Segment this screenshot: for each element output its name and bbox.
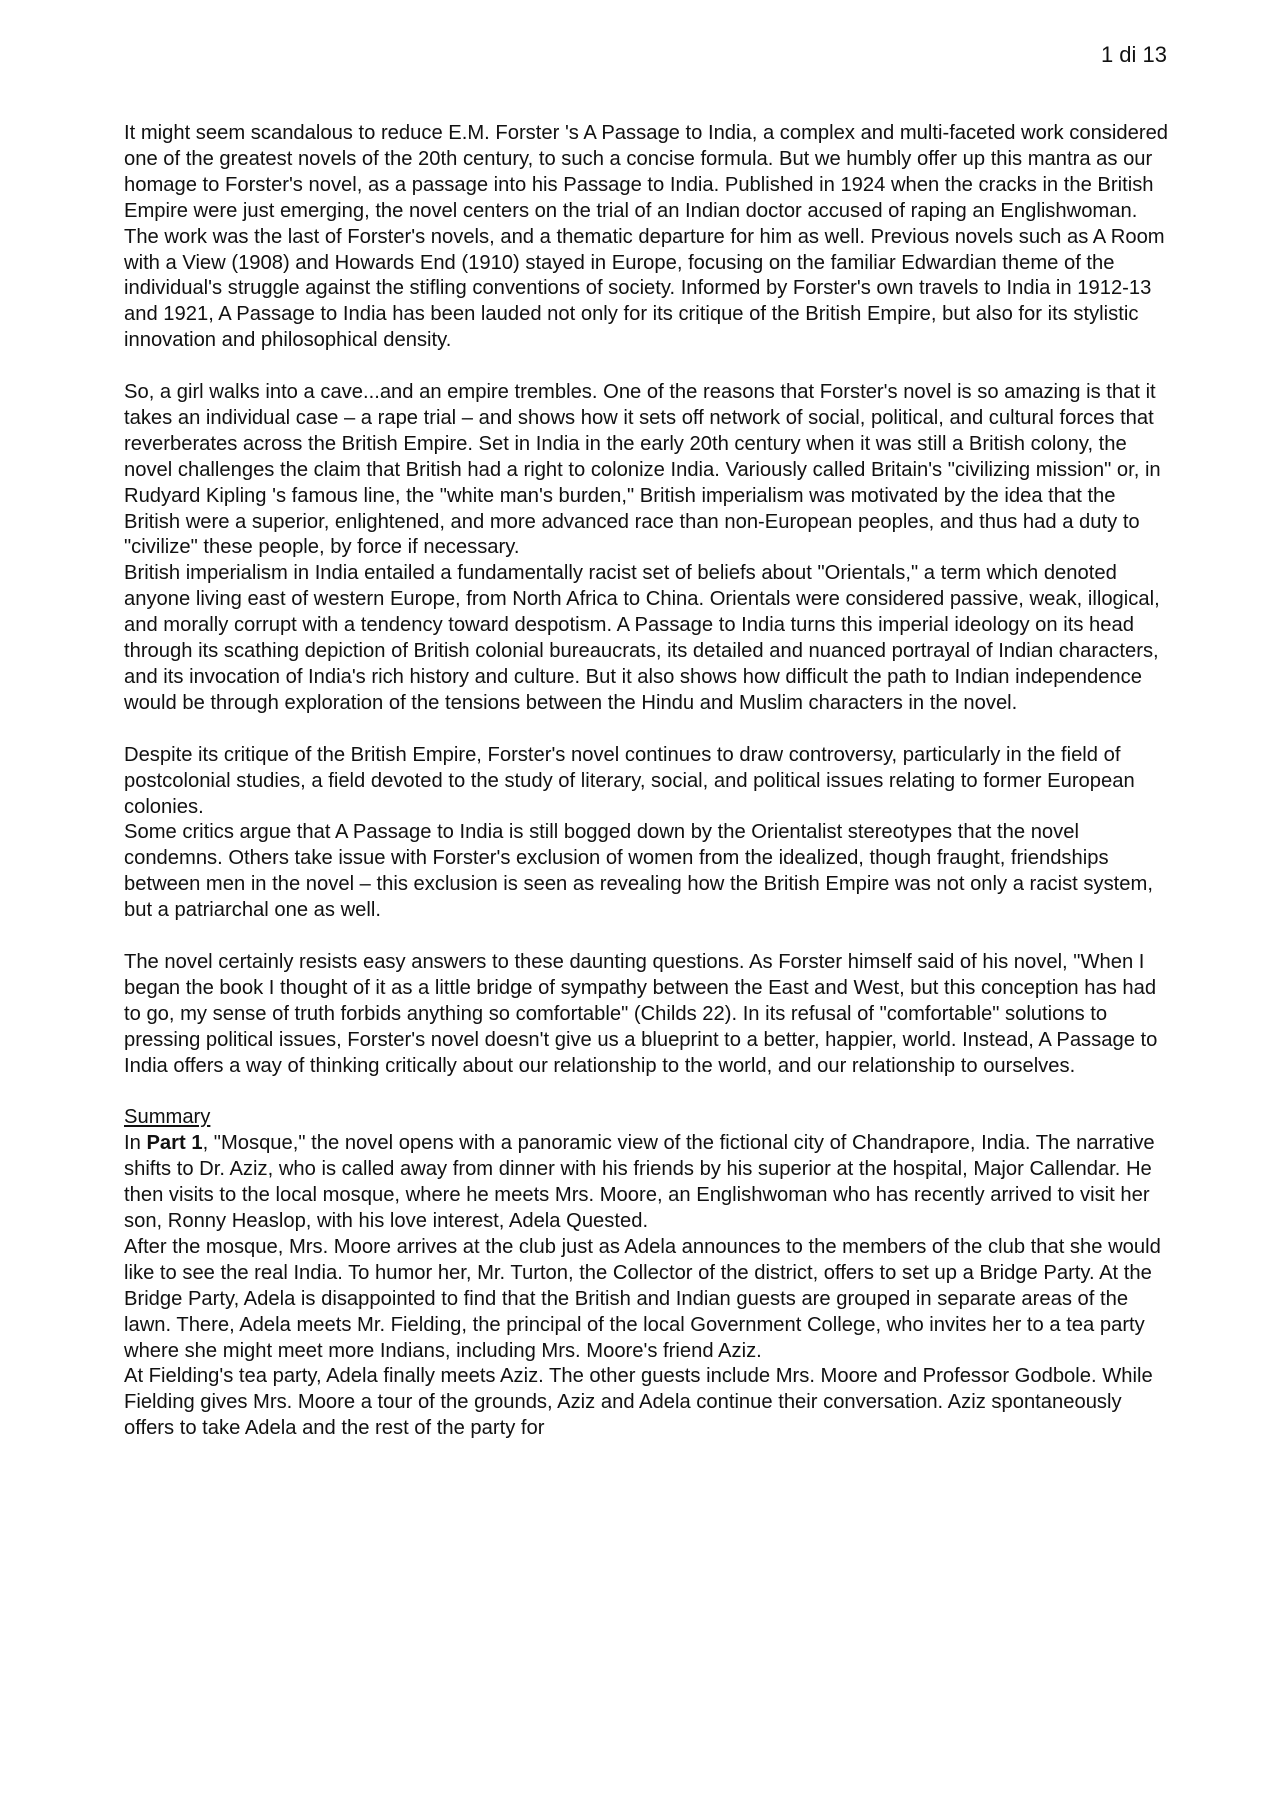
summary-paragraph-2: After the mosque, Mrs. Moore arrives at the club just as Adela announces to the members of the club that she would like to see the real India. To humor her, Mr. Turton, the Collector of the district, offers to set up a Bridge Party. At the Bridge Party, Adela is disappointed to find that the British and Indian guests are grouped in separate areas of the lawn. There, Adela meets Mr. Fielding, the principal of the local Government College, who invites her to a tea party where she might meet more Indians, including Mrs. Moore's friend Aziz. (124, 1235, 1161, 1362)
summary-heading: Summary (124, 1106, 211, 1129)
part-label: Part 1 (146, 1132, 203, 1155)
paragraph-gap (124, 354, 1176, 380)
intro-paragraph-6: The novel certainly resists easy answers to these daunting questions. As Forster himself said of his novel, "When I began the book I thought of it as a little bridge of sympathy between the East and West, but this conception has had to go, my sense of truth forbids anything so comfortable" (Childs 22). In its refusal of "comfortable" solutions to pressing political issues, Forster's novel doesn't give us a blueprint to a better, happier, world. Instead, A Passage to India offers a way of thinking critically about our relationship to the world, and our relationship to ourselves. (124, 950, 1158, 1077)
paragraph-gap (124, 924, 1176, 950)
page-number: 1 di 13 (1100, 42, 1167, 67)
paragraph-gap (124, 1079, 1176, 1105)
intro-paragraph-4: Despite its critique of the British Empire, Forster's novel continues to draw controversy, particularly in the field of postcolonial studies, a field devoted to the study of literary, social, and political issues relating to former European colonies. (124, 743, 1135, 818)
intro-paragraph-5: Some critics argue that A Passage to India is still bogged down by the Orientalist stereotypes that the novel condemns. Others take issue with Forster's exclusion of women from the idealized, though fraught, friendships between men in the novel – this exclusion is seen as revealing how the British Empire was not only a racist system, but a patriarchal one as well. (124, 821, 1153, 922)
summary-paragraph-3: At Fielding's tea party, Adela finally meets Aziz. The other guests include Mrs. Moore and Professor Godbole. While Fielding gives Mrs. Moore a tour of the grounds, Aziz and Adela continue their conversation. Aziz spontaneously offers to take Adela and the rest of the party for (124, 1365, 1153, 1440)
paragraph-gap (124, 717, 1176, 743)
intro-paragraph-1: It might seem scandalous to reduce E.M. Forster 's A Passage to India, a complex and multi-faceted work considered one of the greatest novels of the 20th century, to such a concise formula. But we humbly offer up this mantra as our homage to Forster's novel, as a passage into his Passage to India. Published in 1924 when the cracks in the British Empire were just emerging, the novel centers on the trial of an Indian doctor accused of raping an Englishwoman. The work was the last of Forster's novels, and a thematic departure for him as well. Previous novels such as A Room with a View (1908) and Howards End (1910) stayed in Europe, focusing on the familiar Edwardian theme of the individual's struggle against the stifling conventions of society. Informed by Forster's own travels to India in 1912-13 and 1921, A Passage to India has been lauded not only for its critique of the British Empire, but also for its stylistic innovation and philosophical density. (124, 122, 1169, 352)
intro-paragraph-2: So, a girl walks into a cave...and an empire trembles. One of the reasons that Forster's novel is so amazing is that it takes an individual case – a rape trial – and shows how it sets off network of social, political, and cultural forces that reverberates across the British Empire. Set in India in the early 20th century when it was still a British colony, the novel challenges the claim that British had a right to colonize India. Variously called Britain's "civilizing mission" or, in Rudyard Kipling 's famous line, the "white man's burden," British imperialism was motivated by the idea that the British were a superior, enlightened, and more advanced race than non-European peoples, and thus had a duty to "civilize" these people, by force if necessary. (124, 381, 1161, 559)
summary-first-text: , "Mosque," the novel opens with a panoramic view of the fictional city of Chandrapore, India. The narrative shifts to Dr. Aziz, who is called away from dinner with his friends by his superior at the hospital, Major Callendar. He then visits to the local mosque, where he meets Mrs. Moore, an Englishwoman who has recently arrived to visit her son, Ronny Heaslop, with his love interest, Adela Quested. (124, 1132, 1155, 1232)
summary-prefix: In (124, 1132, 147, 1155)
intro-paragraph-3: British imperialism in India entailed a fundamentally racist set of beliefs about "Orientals," a term which denoted anyone living east of western Europe, from North Africa to China. Orientals were considered passive, weak, illogical, and morally corrupt with a tendency toward despotism. A Passage to India turns this imperial ideology on its head through its scathing depiction of British colonial bureaucrats, its detailed and nuanced portrayal of Indian characters, and its invocation of India's rich history and culture. But it also shows how difficult the path to Indian independence would be through exploration of the tensions between the Hindu and Muslim characters in the novel. (124, 562, 1160, 714)
summary-paragraph-1 (124, 1131, 1176, 1235)
document-body (124, 121, 1176, 1442)
